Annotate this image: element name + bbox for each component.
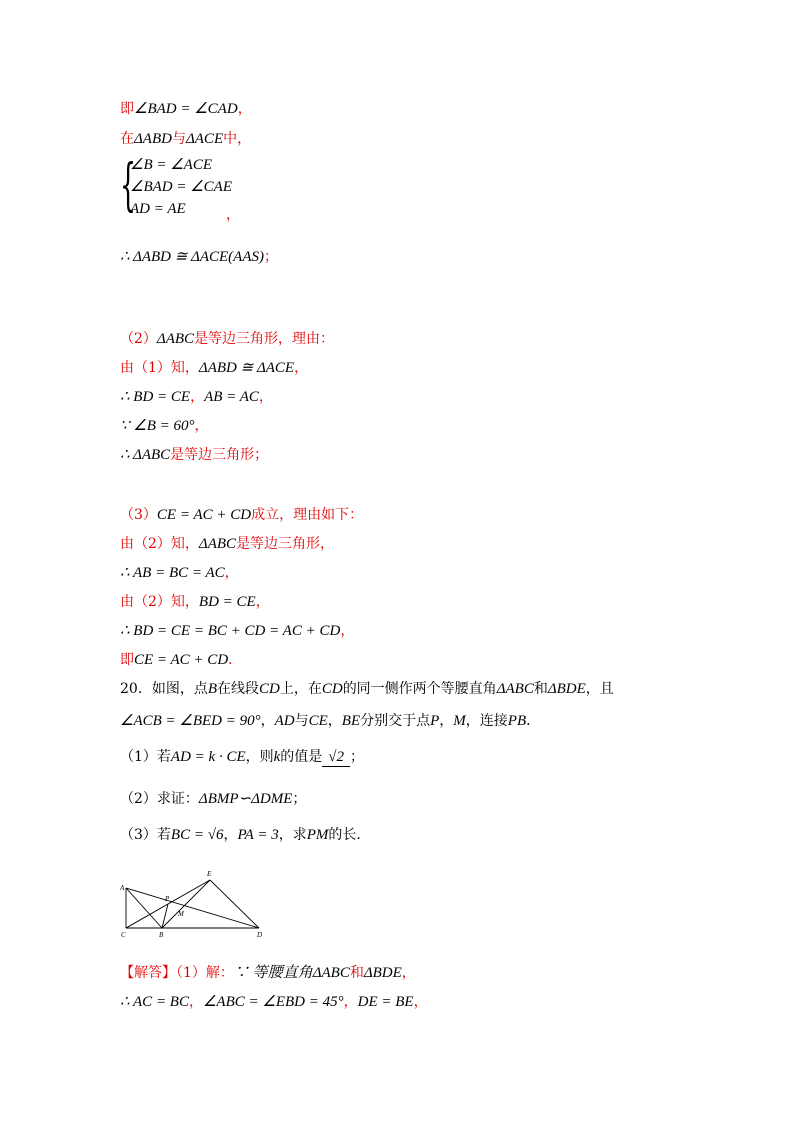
math: CD: [321, 681, 343, 697]
math: P: [430, 713, 440, 729]
part3-line5: [120, 651, 242, 669]
solution-line2: [120, 993, 428, 1011]
part3-line3: [120, 593, 270, 611]
math: ∴ AB = BC = AC: [120, 565, 225, 581]
line-in-triangles: [120, 130, 251, 148]
line-congruence: [120, 248, 278, 266]
math: AD = k · CE: [170, 749, 246, 765]
text: ，: [294, 360, 309, 376]
label-a: A: [120, 884, 125, 892]
text: ，: [413, 994, 428, 1010]
math: PA = 3: [237, 827, 279, 843]
math: B: [207, 681, 217, 697]
text: 由（2）知，: [120, 594, 199, 610]
part2-line2: [120, 388, 273, 406]
math: ∵ ∠B = 60°: [120, 418, 195, 434]
problem20-line2: [120, 712, 540, 730]
text: 是等边三角形；: [170, 447, 269, 463]
text: ．: [526, 713, 541, 729]
text: ；: [264, 249, 279, 265]
text: ，求: [278, 827, 307, 843]
math: BD = CE: [198, 594, 256, 610]
text: 在线段: [217, 681, 259, 697]
math: ∴ AC = BC: [120, 994, 189, 1010]
text: ，: [401, 965, 416, 981]
math: ΔABC: [156, 331, 195, 347]
math: PM: [306, 827, 329, 843]
math: CD: [259, 681, 280, 697]
text: 在: [120, 131, 134, 147]
text: （2）求证：: [120, 791, 199, 807]
text: （3）: [120, 507, 157, 523]
text: ，: [343, 994, 358, 1010]
solution-line1: [120, 964, 416, 982]
math: ∴ BD = CE: [120, 389, 191, 405]
text: （1）解：: [176, 965, 234, 981]
left-brace-icon: {: [120, 153, 137, 218]
text: 分别交于点: [360, 713, 431, 729]
text: ；: [350, 749, 365, 765]
math: ΔBDE: [363, 965, 402, 981]
text: 由（2）知，: [120, 536, 199, 552]
line-bad-cad: [120, 100, 252, 118]
system-row: ∠BAD = ∠CAE: [130, 179, 233, 195]
math: M: [453, 713, 466, 729]
part3-line2: [120, 564, 239, 582]
text: （2）: [120, 331, 157, 347]
math: PB: [507, 713, 527, 729]
math: ΔABC: [198, 536, 237, 552]
geometry-figure: [118, 866, 268, 942]
text: ，连接: [465, 713, 508, 729]
math: BC = √6: [170, 827, 224, 843]
text: ，: [327, 713, 342, 729]
math: ∴ ΔABD ≅ ΔACE(AAS): [120, 249, 265, 265]
text: 上，在: [279, 681, 322, 697]
math: BE: [341, 713, 361, 729]
label-b: B: [159, 931, 164, 939]
text: 的同一侧作两个等腰直角: [342, 681, 497, 697]
text: ；: [292, 791, 307, 807]
math: CE = AC + CD: [156, 507, 252, 523]
text: ，: [190, 389, 205, 405]
part2-line3: [120, 417, 209, 435]
math: ∠BAD = ∠CAD: [134, 101, 238, 117]
label-m: M: [178, 910, 184, 918]
solution-tag: 【解答】: [120, 965, 176, 981]
text: 由（1）知，: [120, 360, 199, 376]
text: 20．如图，点: [120, 681, 208, 697]
math: CE = AC + CD: [134, 652, 229, 668]
text: ，则: [245, 749, 274, 765]
math: AB = AC: [204, 389, 259, 405]
text: 和: [349, 965, 364, 981]
segment-be: [162, 880, 210, 928]
label-e: E: [207, 870, 212, 878]
math: k: [273, 749, 281, 765]
math: ΔABD ≅ ΔACE: [198, 360, 295, 376]
system-row: ∠B = ∠ACE: [130, 157, 213, 173]
label-d: D: [257, 931, 263, 939]
text: 即: [120, 101, 134, 117]
text: ，: [224, 565, 239, 581]
text: 成立，理由如下：: [251, 507, 364, 523]
part2-heading: [120, 330, 334, 348]
problem20-line1: [120, 680, 614, 698]
math: ΔBMP∽ΔDME: [198, 791, 293, 807]
math: ΔACE: [185, 131, 224, 147]
text: ，: [237, 101, 252, 117]
system-comma: ，: [226, 207, 240, 223]
system-row: AD = AE: [130, 201, 186, 217]
text: ，: [260, 713, 275, 729]
text: ，: [255, 594, 270, 610]
part3-line4: [120, 622, 354, 640]
text: ，: [439, 713, 454, 729]
math: DE = BE: [357, 994, 414, 1010]
text: ，: [194, 418, 209, 434]
text: 的值是: [280, 749, 323, 765]
math: ∴ ΔABC: [120, 447, 171, 463]
part2-line1: [120, 359, 308, 377]
math: ∠ACB = ∠BED = 90°: [120, 713, 261, 729]
math: CE: [308, 713, 328, 729]
text: （3）若: [120, 827, 171, 843]
text: （1）若: [120, 749, 171, 765]
part3-line1: [120, 535, 334, 553]
text: 即: [120, 652, 134, 668]
text: 是等边三角形，理由：: [194, 331, 335, 347]
math: ΔABC: [312, 965, 350, 981]
text: ，: [340, 623, 355, 639]
math: AD: [274, 713, 295, 729]
part2-line4: [120, 446, 268, 464]
text: 中，: [223, 131, 252, 147]
math: ∠ABC = ∠EBD = 45°: [202, 994, 344, 1010]
label-p: P: [165, 895, 170, 903]
text: 与: [171, 131, 186, 147]
math: ΔABC: [496, 681, 534, 697]
answer-blank: √2: [322, 748, 350, 767]
math: ΔABD: [134, 131, 172, 147]
text: 的长．: [328, 827, 371, 843]
text: 是等边三角形，: [236, 536, 335, 552]
text: 与: [294, 713, 309, 729]
label-c: C: [121, 931, 126, 939]
text: 和: [533, 681, 548, 697]
text: ，: [188, 994, 203, 1010]
segment-ab: [126, 888, 162, 928]
text: ，: [258, 389, 273, 405]
problem20-q2: [120, 790, 306, 808]
text: ．: [228, 652, 243, 668]
problem20-q1: [120, 748, 364, 767]
problem20-q3: [120, 826, 370, 844]
text: ，: [223, 827, 238, 843]
text: ，且: [585, 681, 614, 697]
math: ΔBDE: [547, 681, 586, 697]
part3-heading: [120, 506, 363, 524]
math: ∵ 等腰直角: [233, 965, 313, 981]
math: ∴ BD = CE = BC + CD = AC + CD: [120, 623, 341, 639]
